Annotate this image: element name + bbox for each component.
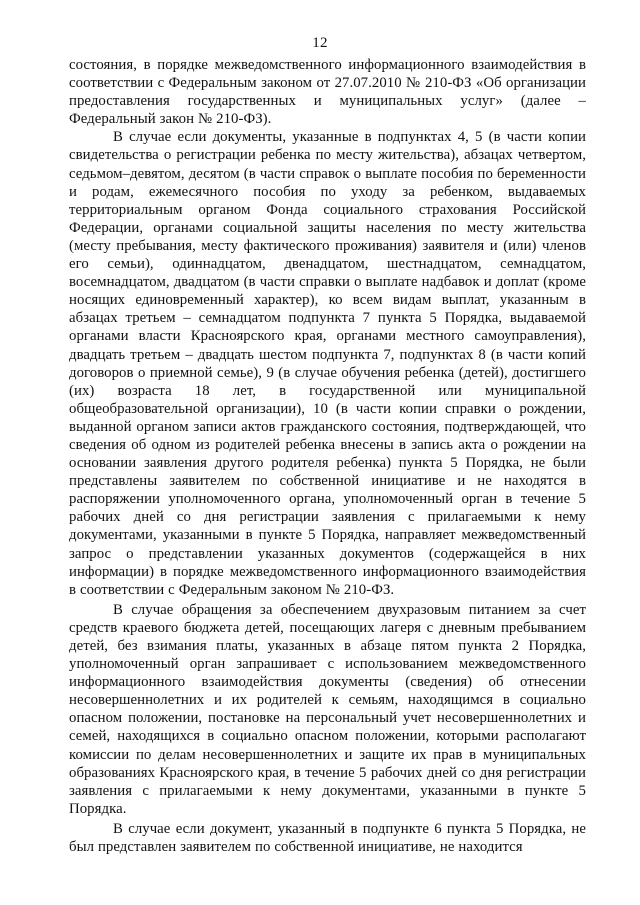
paragraph-continuation: состояния, в порядке межведомственного информационного взаимодействия в соответствии с Федеральным законом от 27.07.2010 № 210-ФЗ «Об организации предоставления государственных и муниципальных услуг» (далее – Федеральный закон № 210-ФЗ). bbox=[69, 57, 586, 128]
page-number: 12 bbox=[312, 35, 328, 51]
document-body bbox=[69, 56, 586, 856]
paragraph-two-meals: В случае обращения за обеспечением двухразовым питанием за счет средств краевого бюджета детей, посещающих лагеря с дневным пребыванием детей, без взимания платы, указанных в абзаце пятом пункта 2 Порядка, уполномоченный орган запрашивает с использованием межведомственного информационного взаимодействия документы (сведения) об отнесении несовершеннолетних и их родителей к семьям, находящимся в социально опасном положении, постановке на персональный учет несовершеннолетних и семей, находящихся в социально опасном положении, которыми располагают комиссии по делам несовершеннолетних и защите их прав в муниципальных образованиях Красноярского края, в течение 5 рабочих дней со дня регистрации заявления с прилагаемыми к нему документами, указанными в пункте 5 Порядка. bbox=[69, 601, 586, 817]
paragraph-subpoint-6: В случае если документ, указанный в подпункте 6 пункта 5 Порядка, не был представлен заявителем по собственной инициативе, не находится bbox=[69, 820, 586, 856]
paragraph-documents-request: В случае если документы, указанные в подпунктах 4, 5 (в части копии свидетельства о регистрации ребенка по месту жительства), абзацах четвертом, седьмом–девятом, десятом (в части справок о выплате пособия по беременности и родам, ежемесячного пособия по уходу за ребенком, выдаваемых территориальным органом Фонда социального страхования Российской Федерации, органами социальной защиты населения по месту жительства (месту пребывания, месту фактического проживания) заявителя и (или) членов его семьи), одиннадцатом, двенадцатом, шестнадцатом, семнадцатом, восемнадцатом, двадцатом (в части справки о выплате надбавок и доплат (кроме носящих единовременный характер), ко всем видам выплат, указанным в абзацах третьем – семнадцатом подпункта 7 пункта 5 Порядка, выдаваемой органами власти Красноярского края, органами местного самоуправления), двадцать третьем – двадцать шестом подпункта 7, подпунктах 8 (в части копий договоров о приемной семье), 9 (в случае обучения ребенка (детей), достигшего (их) возраста 18 лет, в государственной или муниципальной общеобразовательной организации), 10 (в части копии справки о рождении, выданной органом записи актов гражданского состояния, подтверждающей, что сведения об одном из родителей ребенка внесены в запись акта о рождении на основании заявления другого родителя ребенка) пункта 5 Порядка, не были представлены заявителем по собственной инициативе и не находятся в распоряжении уполномоченного органа, уполномоченный орган в течение 5 рабочих дней со дня регистрации заявления с прилагаемыми к нему документами, указанными в пункте 5 Порядка, направляет межведомственный запрос о представлении указанных документов (содержащейся в них информации) в порядке межведомственного информационного взаимодействия в соответствии с Федеральным законом № 210-ФЗ. bbox=[69, 129, 586, 598]
